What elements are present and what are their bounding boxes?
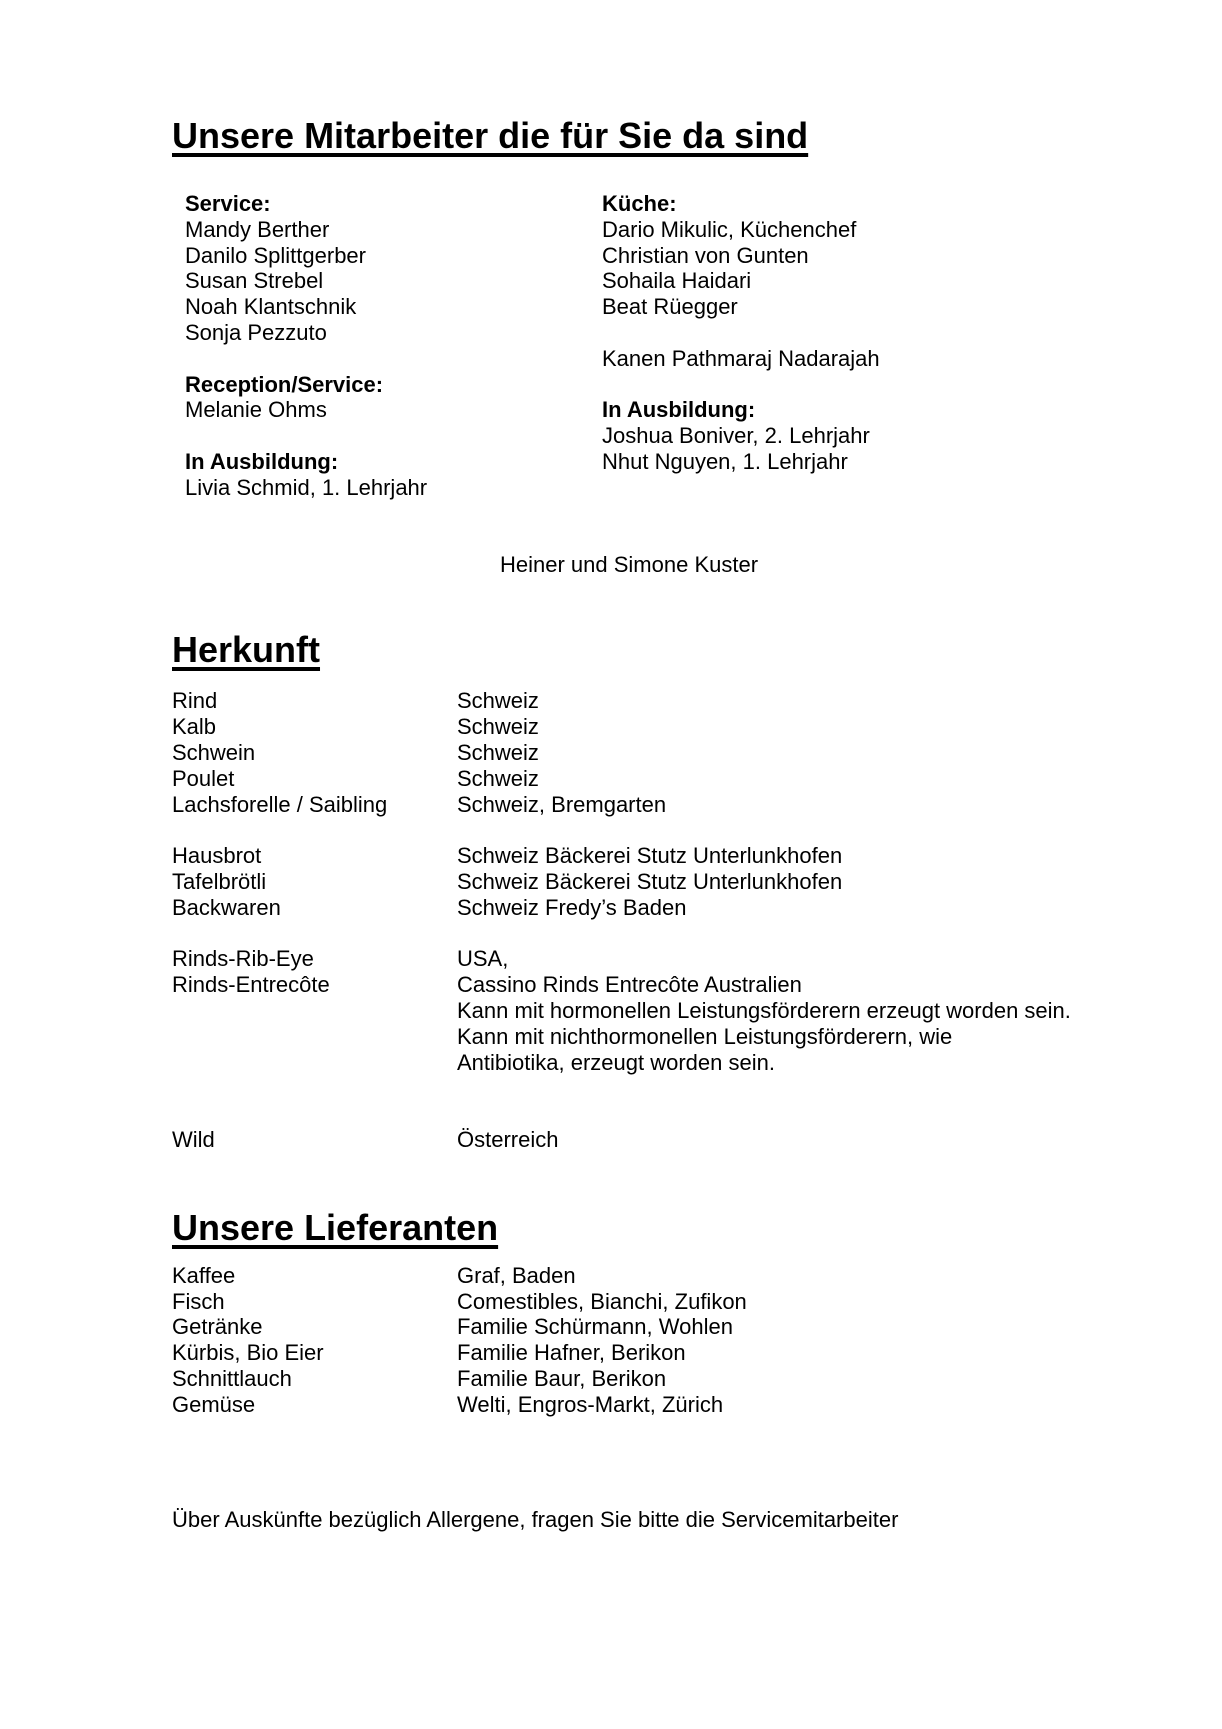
supplier-value: Familie Schürmann, Wohlen [457, 1314, 733, 1340]
allergen-note: Über Auskünfte bezüglich Allergene, fragen Sie bitte die Servicemitarbeiter [172, 1507, 899, 1533]
staff-line: Joshua Boniver, 2. Lehrjahr [602, 423, 870, 449]
origin-value: USA, [457, 946, 509, 972]
origin-row-blank [172, 921, 1172, 947]
origin-label: Rinds-Rib-Eye [172, 946, 314, 972]
origin-label: Tafelbrötli [172, 868, 267, 894]
origin-row [172, 972, 1172, 998]
origin-row [172, 792, 1172, 818]
origin-value: Schweiz [457, 714, 539, 740]
origin-value: Kann mit hormonellen Leistungsförderern erzeugt worden sein. [457, 997, 1071, 1023]
supplier-row [172, 1340, 1172, 1366]
origin-value: Schweiz Fredy’s Baden [457, 894, 687, 920]
supplier-label: Fisch [172, 1288, 225, 1314]
origin-row-blank [172, 1075, 1172, 1101]
origin-row-blank [172, 1101, 1172, 1127]
origin-label [172, 998, 457, 1024]
staff-line-blank [185, 346, 602, 372]
origin-row [172, 869, 1172, 895]
origin-label [172, 1024, 457, 1050]
supplier-label: Schnittlauch [172, 1365, 292, 1391]
supplier-label: Kürbis, Bio Eier [172, 1340, 324, 1366]
origin-row [172, 1024, 1172, 1050]
origin-value: Kann mit nichthormonellen Leistungsförderern, wie [457, 1023, 953, 1049]
staff-line: In Ausbildung: [602, 397, 756, 423]
herkunft-heading: Herkunft [172, 629, 321, 671]
supplier-row [172, 1263, 1172, 1289]
supplier-value: Familie Baur, Berikon [457, 1365, 667, 1391]
staff-line: Danilo Splittgerber [185, 242, 366, 268]
supplier-label: Gemüse [172, 1391, 256, 1417]
staff-line: Susan Strebel [185, 268, 324, 294]
origin-row [172, 740, 1172, 766]
origin-label: Backwaren [172, 894, 281, 920]
staff-line-blank [602, 320, 1172, 346]
origin-value: Schweiz Bäckerei Stutz Unterlunkhofen [457, 868, 843, 894]
staff-line: Dario Mikulic, Küchenchef [602, 216, 857, 242]
origin-label: Rind [172, 688, 218, 714]
staff-line: Reception/Service: [185, 371, 384, 397]
origin-value: Schweiz [457, 765, 539, 791]
origin-value: Schweiz Bäckerei Stutz Unterlunkhofen [457, 843, 843, 869]
origin-label: Rinds-Entrecôte [172, 972, 330, 998]
supplier-row [172, 1392, 1172, 1418]
origin-row [172, 1050, 1172, 1076]
supplier-row [172, 1289, 1172, 1315]
origin-row [172, 688, 1172, 714]
supplier-label: Kaffee [172, 1262, 236, 1288]
supplier-value: Welti, Engros-Markt, Zürich [457, 1391, 724, 1417]
staff-line: Mandy Berther [185, 216, 330, 242]
origin-row [172, 843, 1172, 869]
origin-value: Schweiz [457, 739, 539, 765]
supplier-value: Graf, Baden [457, 1262, 576, 1288]
origin-row [172, 714, 1172, 740]
origin-label [172, 1050, 457, 1076]
staff-line: Service: [185, 191, 271, 216]
origin-row [172, 766, 1172, 792]
staff-line: Küche: [602, 191, 677, 216]
staff-line: In Ausbildung: [185, 448, 339, 474]
origin-label: Poulet [172, 765, 235, 791]
supplier-label: Getränke [172, 1314, 263, 1340]
supplier-row [172, 1366, 1172, 1392]
lieferanten-section [172, 1207, 1172, 1418]
origin-label: Schwein [172, 739, 256, 765]
staff-line: Livia Schmid, 1. Lehrjahr [185, 474, 428, 500]
staff-line: Melanie Ohms [185, 397, 327, 423]
origin-label: Kalb [172, 714, 217, 740]
staff-line: Nhut Nguyen, 1. Lehrjahr [602, 448, 848, 474]
staff-line: Kanen Pathmaraj Nadarajah [602, 345, 880, 371]
staff-column-service [185, 191, 602, 501]
page-title: Unsere Mitarbeiter die für Sie da sind [172, 115, 809, 156]
staff-line: Beat Rüegger [602, 294, 738, 320]
supplier-row [172, 1314, 1172, 1340]
origin-value: Schweiz, Bremgarten [457, 791, 667, 817]
origin-row [172, 946, 1172, 972]
origin-row [172, 1127, 1172, 1153]
origin-row-blank [172, 817, 1172, 843]
origin-label: Hausbrot [172, 843, 262, 869]
supplier-value: Familie Hafner, Berikon [457, 1340, 686, 1366]
origin-row [172, 895, 1172, 921]
staff-section [172, 191, 1172, 501]
origin-value: Österreich [457, 1126, 559, 1152]
staff-line: Noah Klantschnik [185, 294, 357, 320]
staff-line-blank [185, 423, 602, 449]
staff-line: Christian von Gunten [602, 242, 809, 268]
origin-label: Lachsforelle / Saibling [172, 791, 388, 817]
staff-line: Sohaila Haidari [602, 268, 752, 294]
origin-value: Antibiotika, erzeugt worden sein. [457, 1049, 775, 1075]
herkunft-section [172, 629, 1172, 1152]
origin-value: Schweiz [457, 688, 539, 714]
origin-row [172, 998, 1172, 1024]
staff-line-blank [602, 372, 1172, 398]
supplier-value: Comestibles, Bianchi, Zufikon [457, 1288, 747, 1314]
origin-label: Wild [172, 1126, 215, 1152]
lieferanten-heading: Unsere Lieferanten [172, 1206, 499, 1248]
owners-line: Heiner und Simone Kuster [500, 551, 759, 577]
origin-value: Cassino Rinds Entrecôte Australien [457, 972, 802, 998]
staff-line: Sonja Pezzuto [185, 319, 327, 345]
staff-column-kueche [602, 191, 1172, 501]
